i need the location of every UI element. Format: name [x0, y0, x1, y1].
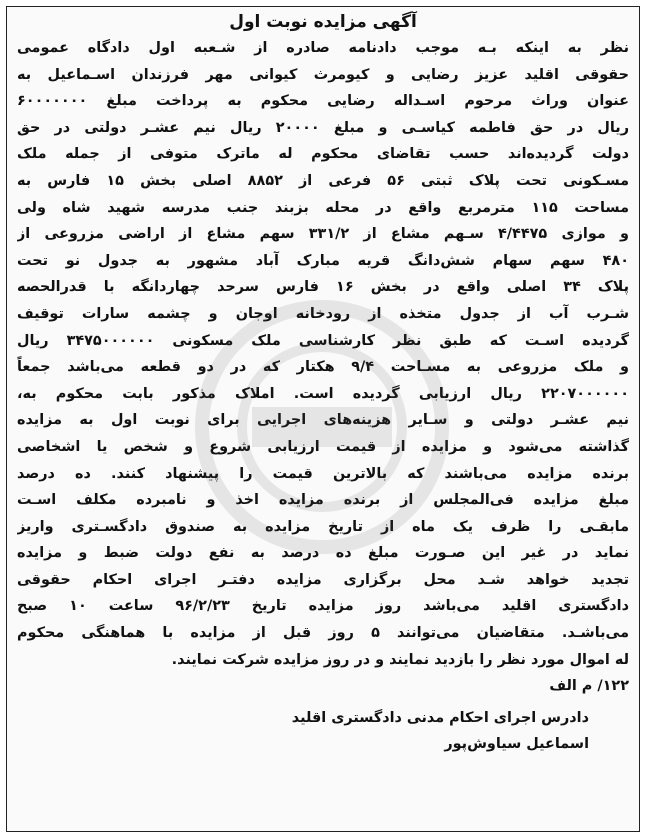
notice-title: آگهی مزایده نوبت اول	[229, 12, 417, 32]
notice-line: مابقـی را ظرف یک ماه از تاریخ مزایده به صندوق دادگسـتری واریز	[17, 518, 629, 535]
notice-line: ریال در حق فاطمه کیاسـی و مبلغ ۲۰۰۰۰ ریال نیم عشـر دولتی در حق	[17, 119, 629, 136]
notice-line: مبلغ مزایده فی‌المجلس از برنده مزایده اخذ و نامبرده مکلف اسـت	[17, 492, 629, 509]
notice-line: نماید در غیر این صـورت مبلغ ده درصد به نفع دولت ضبط و مزایده	[17, 545, 629, 562]
notice-line: مساحت ۱۱۵ مترمربع واقع در محله بزبند جنب مدرسه شهید شاه ولی	[17, 199, 629, 216]
notice-line: گذاشته می‌شود و مزایده از قیمت ارزیابی شروع و شخص یا اشخاصی	[17, 438, 629, 455]
notice-line: له اموال مورد نظر را بازدید نمایند و در روز مزایده شرکت نمایند.	[171, 651, 629, 668]
notice-line: ۴۸۰ سهم سهام شش‌دانگ قریه مبارک آباد مشهور به جدول نو تحت	[17, 252, 629, 269]
notice-line: مسـکونی تحت پلاک ثبتی ۵۶ فرعی از ۸۸۵۲ اصلی بخش ۱۵ فارس به	[17, 172, 629, 189]
notice-line: حقوقی اقلید عزیز رضایی و کیومرث کیوانی مهر فرزندان اسـماعیل به	[17, 66, 629, 83]
notice-line: گردیده اسـت که طبق نظر کارشناسی ملک مسکونی ۳۴۷۵۰۰۰۰۰۰ ریال	[17, 332, 629, 349]
notice-line: تجدید خواهد شـد محل برگزاری مزایده دفتـر اجرای احکام حقوقی	[17, 571, 629, 588]
notice-line: و موازی ۴/۴۴۷۵ سـهم مشاع از ۳۳۱/۲ سهم مشاع از اراضی مزروعی از	[17, 226, 629, 243]
signature-title: دادرس اجرای احکام مدنی دادگستری اقلید	[291, 710, 589, 727]
notice-body	[17, 35, 629, 673]
auction-notice	[6, 6, 640, 832]
notice-line: عنوان وراث مرحوم اسـداله رضایی محکوم به پرداخت مبلغ ۶۰۰۰۰۰۰۰	[17, 93, 629, 110]
notice-line: و ملک مزروعی به مسـاحت ۹/۴ هکتار که در دو قطعه می‌باشد جمعاً	[17, 359, 629, 376]
notice-line: ۲۲۰۷۰۰۰۰۰۰ ریال ارزیابی گردیده است. املاک مذکور بابت محکوم به،	[17, 385, 629, 402]
notice-line: پلاک ۳۴ اصلی واقع در بخش ۱۶ فارس سرحد چهاردانگه با قدرالحصه	[17, 279, 629, 296]
reference-number: ۱۲۲/ م الف	[549, 678, 629, 695]
notice-line: برنده مزایده می‌باشند که بالاترین قیمت را پیشنهاد کنند. ده درصد	[17, 465, 629, 482]
notice-line: شـرب آب از جدول متخذه از رودخانه اوجان و چشمه سارات توقیف	[17, 305, 629, 322]
signature-block	[17, 705, 629, 757]
notice-line: دولت گردیده‌اند حسب تقاضای محکوم له ماترک متوفی از جمله ملک	[17, 146, 629, 163]
notice-line: می‌باشـد. متقاضیان می‌توانند ۵ روز قبل از مزایده با هماهنگی محکوم	[17, 625, 629, 642]
notice-line: نظر به اینکه بـه موجب دادنامه صادره از شـعبه اول دادگاه عمومی	[17, 40, 629, 56]
notice-line: دادگستری اقلید می‌باشد روز مزایده تاریخ ۹۶/۲/۲۳ ساعت ۱۰ صبح	[17, 598, 629, 615]
signature-name: اسماعیل سیاوش‌پور	[444, 736, 589, 753]
notice-line: نیم عشـر دولتی و سـایر هزینه‌های اجرایی برای نوبت اول به مزایده	[17, 412, 629, 429]
